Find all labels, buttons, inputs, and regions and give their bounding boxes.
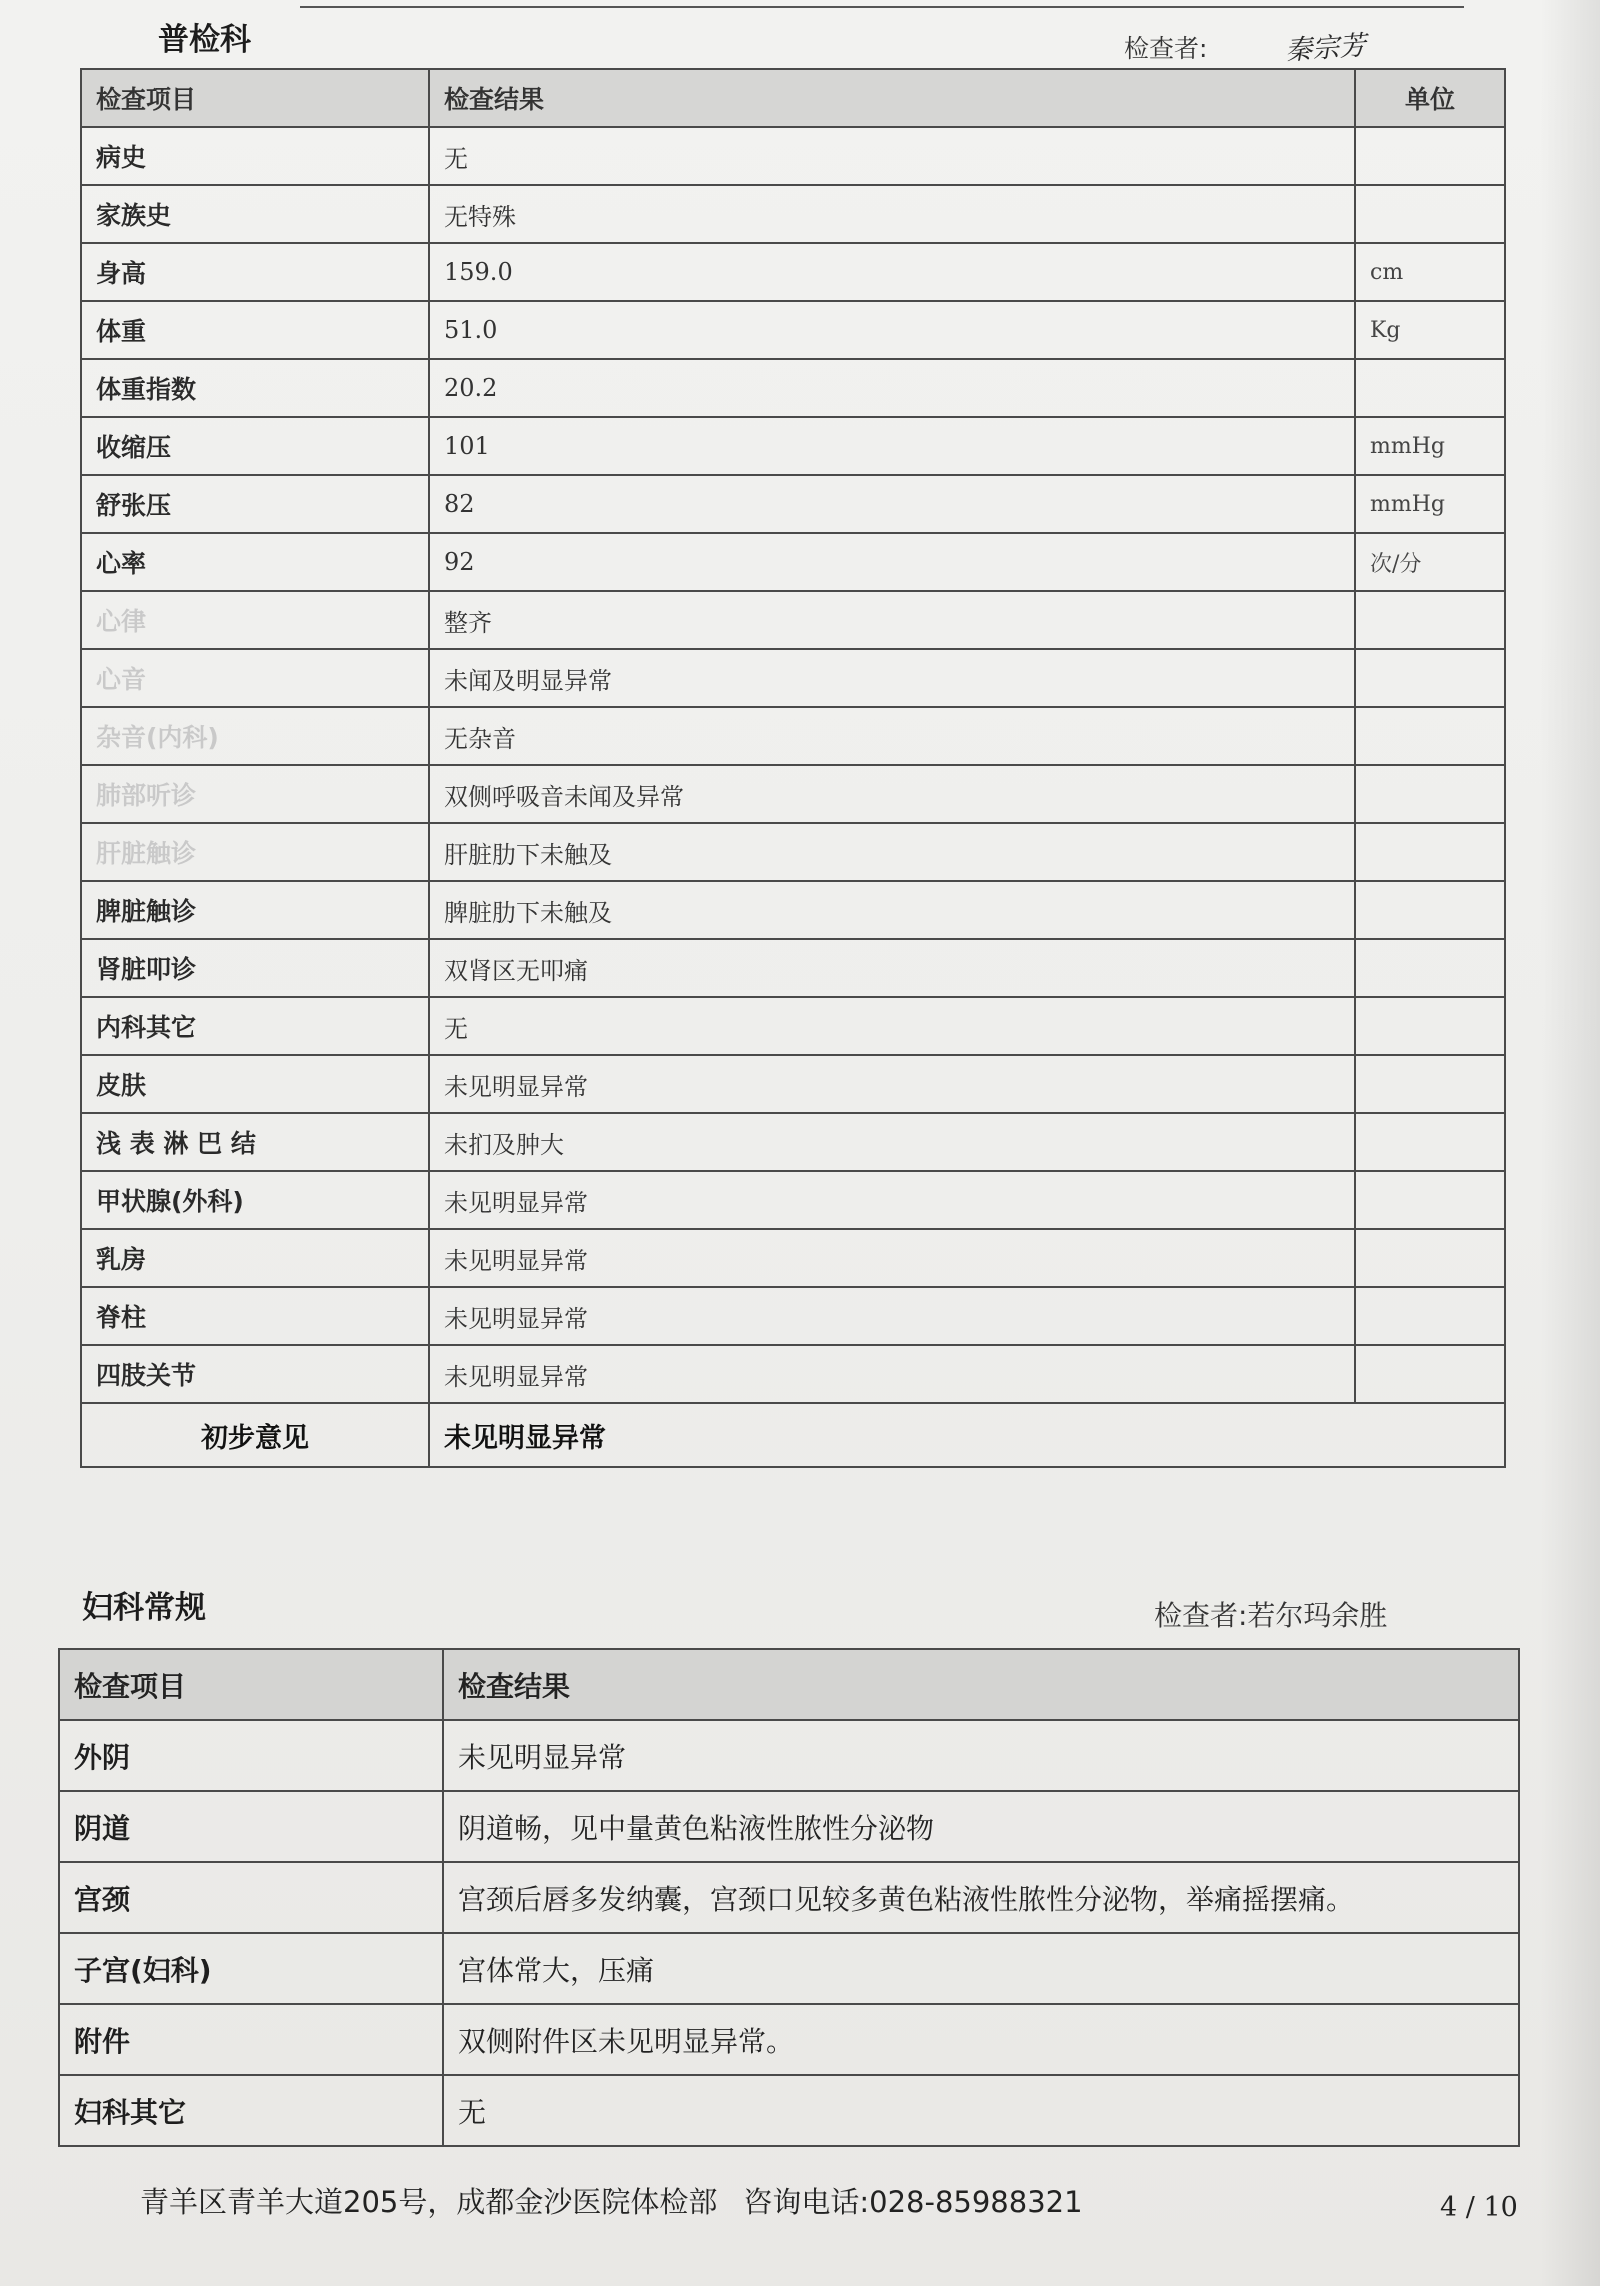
general-examiner	[1124, 26, 1366, 65]
gyn-item: 宫颈	[59, 1862, 443, 1933]
exam-result: 未见明显异常	[429, 1229, 1355, 1287]
exam-result: 无杂音	[429, 707, 1355, 765]
exam-result: 未闻及明显异常	[429, 649, 1355, 707]
exam-item: 脾脏触诊	[81, 881, 429, 939]
exam-result: 51.0	[429, 301, 1355, 359]
exam-item: 四肢关节	[81, 1345, 429, 1403]
gyn-item: 妇科其它	[59, 2075, 443, 2146]
exam-result: 未见明显异常	[429, 1171, 1355, 1229]
exam-unit	[1355, 1287, 1505, 1345]
table-row	[81, 185, 1505, 243]
gyn-header-result: 检查结果	[443, 1649, 1519, 1720]
exam-item: 杂音(内科)	[81, 707, 429, 765]
page-number: 4 / 10	[1440, 2192, 1518, 2223]
exam-result: 双侧呼吸音未闻及异常	[429, 765, 1355, 823]
table-row	[81, 1229, 1505, 1287]
table-row	[81, 707, 1505, 765]
exam-unit: mmHg	[1355, 475, 1505, 533]
table-row	[81, 301, 1505, 359]
exam-result: 未扪及肿大	[429, 1113, 1355, 1171]
table-row	[81, 997, 1505, 1055]
table-row	[59, 1933, 1519, 2004]
exam-result: 101	[429, 417, 1355, 475]
exam-item: 肺部听诊	[81, 765, 429, 823]
exam-item: 家族史	[81, 185, 429, 243]
general-examiner-label: 检查者:	[1124, 34, 1208, 63]
exam-item: 脊柱	[81, 1287, 429, 1345]
exam-unit	[1355, 707, 1505, 765]
exam-unit: mmHg	[1355, 417, 1505, 475]
table-row	[81, 533, 1505, 591]
exam-result: 无	[429, 127, 1355, 185]
table-row	[81, 591, 1505, 649]
gynecology-examiner: 检查者:若尔玛余胜	[1154, 1599, 1388, 1632]
exam-unit	[1355, 997, 1505, 1055]
general-header-row	[81, 69, 1505, 127]
examiner-signature: 秦宗芳	[1284, 30, 1368, 67]
exam-item: 舒张压	[81, 475, 429, 533]
exam-unit	[1355, 881, 1505, 939]
exam-result: 159.0	[429, 243, 1355, 301]
table-row	[59, 1791, 1519, 1862]
exam-unit	[1355, 649, 1505, 707]
exam-unit	[1355, 127, 1505, 185]
exam-result: 整齐	[429, 591, 1355, 649]
table-row	[81, 765, 1505, 823]
exam-item: 浅 表 淋 巴 结	[81, 1113, 429, 1171]
exam-unit	[1355, 823, 1505, 881]
exam-item: 皮肤	[81, 1055, 429, 1113]
exam-item: 肾脏叩诊	[81, 939, 429, 997]
exam-unit: 次/分	[1355, 533, 1505, 591]
summary-label: 初步意见	[81, 1403, 429, 1467]
gyn-result: 宫体常大，压痛	[443, 1933, 1519, 2004]
gyn-result: 双侧附件区未见明显异常。	[443, 2004, 1519, 2075]
gyn-result: 宫颈后唇多发纳囊，宫颈口见较多黄色粘液性脓性分泌物，举痛摇摆痛。	[443, 1862, 1519, 1933]
exam-result: 82	[429, 475, 1355, 533]
summary-row	[81, 1403, 1505, 1467]
table-row	[59, 2075, 1519, 2146]
gynecology-table-body	[59, 1720, 1519, 2146]
gyn-result: 未见明显异常	[443, 1720, 1519, 1791]
exam-item: 乳房	[81, 1229, 429, 1287]
exam-unit	[1355, 1113, 1505, 1171]
exam-result: 无特殊	[429, 185, 1355, 243]
table-row	[81, 823, 1505, 881]
exam-unit	[1355, 1229, 1505, 1287]
gynecology-exam-table	[58, 1648, 1520, 2147]
exam-result: 未见明显异常	[429, 1287, 1355, 1345]
exam-unit	[1355, 939, 1505, 997]
header-unit: 单位	[1355, 69, 1505, 127]
gyn-item: 阴道	[59, 1791, 443, 1862]
exam-item: 肝脏触诊	[81, 823, 429, 881]
table-row	[81, 1171, 1505, 1229]
table-row	[81, 417, 1505, 475]
top-divider	[300, 6, 1464, 8]
exam-item: 心音	[81, 649, 429, 707]
general-exam-table	[80, 68, 1506, 1468]
table-row	[81, 1113, 1505, 1171]
exam-result: 92	[429, 533, 1355, 591]
general-section-title: 普检科	[158, 22, 251, 58]
exam-item: 病史	[81, 127, 429, 185]
exam-item: 收缩压	[81, 417, 429, 475]
exam-unit	[1355, 591, 1505, 649]
table-row	[81, 127, 1505, 185]
table-row	[81, 359, 1505, 417]
footer-contact	[140, 2180, 1083, 2221]
table-row	[81, 939, 1505, 997]
footer-phone: 咨询电话:028-85988321	[743, 2185, 1083, 2219]
footer-address: 青羊区青羊大道205号，成都金沙医院体检部	[140, 2185, 718, 2219]
exam-result: 无	[429, 997, 1355, 1055]
summary-result: 未见明显异常	[429, 1403, 1505, 1467]
exam-item: 体重指数	[81, 359, 429, 417]
exam-result: 20.2	[429, 359, 1355, 417]
exam-unit	[1355, 185, 1505, 243]
gynecology-header-row	[59, 1649, 1519, 1720]
exam-result: 脾脏肋下未触及	[429, 881, 1355, 939]
exam-item: 体重	[81, 301, 429, 359]
header-result: 检查结果	[429, 69, 1355, 127]
header-item: 检查项目	[81, 69, 429, 127]
exam-result: 双肾区无叩痛	[429, 939, 1355, 997]
exam-unit	[1355, 1345, 1505, 1403]
table-row	[81, 1345, 1505, 1403]
table-row	[81, 1287, 1505, 1345]
gyn-item: 外阴	[59, 1720, 443, 1791]
gyn-result: 无	[443, 2075, 1519, 2146]
gyn-item: 附件	[59, 2004, 443, 2075]
table-row	[81, 881, 1505, 939]
exam-result: 未见明显异常	[429, 1055, 1355, 1113]
table-row	[59, 1720, 1519, 1791]
gyn-item: 子宫(妇科)	[59, 1933, 443, 2004]
exam-unit	[1355, 765, 1505, 823]
table-row	[81, 243, 1505, 301]
table-row	[81, 475, 1505, 533]
exam-result: 未见明显异常	[429, 1345, 1355, 1403]
exam-unit	[1355, 359, 1505, 417]
general-table-body	[81, 127, 1505, 1467]
table-row	[81, 1055, 1505, 1113]
exam-item: 身高	[81, 243, 429, 301]
exam-unit: Kg	[1355, 301, 1505, 359]
exam-item: 心律	[81, 591, 429, 649]
exam-item: 甲状腺(外科)	[81, 1171, 429, 1229]
gynecology-section-title: 妇科常规	[82, 1590, 206, 1626]
exam-result: 肝脏肋下未触及	[429, 823, 1355, 881]
exam-unit: cm	[1355, 243, 1505, 301]
gyn-result: 阴道畅，见中量黄色粘液性脓性分泌物	[443, 1791, 1519, 1862]
exam-item: 内科其它	[81, 997, 429, 1055]
exam-item: 心率	[81, 533, 429, 591]
gyn-header-item: 检查项目	[59, 1649, 443, 1720]
table-row	[81, 649, 1505, 707]
table-row	[59, 2004, 1519, 2075]
table-row	[59, 1862, 1519, 1933]
exam-unit	[1355, 1171, 1505, 1229]
exam-unit	[1355, 1055, 1505, 1113]
